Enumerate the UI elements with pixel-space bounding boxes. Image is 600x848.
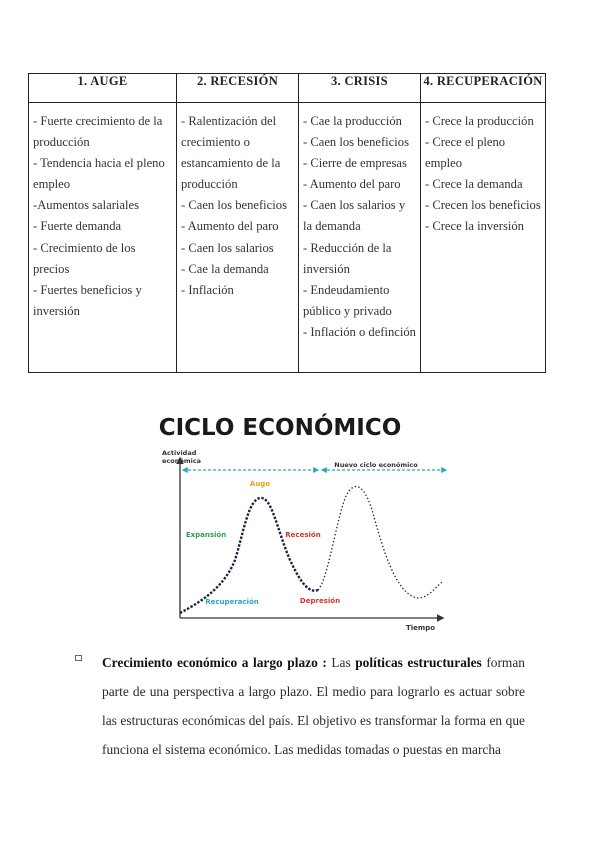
header-recesion: 2. RECESIÓN bbox=[177, 74, 299, 103]
list-item: - Reducción de la inversión bbox=[303, 240, 392, 276]
list-item: - Crece la inversión bbox=[425, 219, 524, 234]
paragraph-heading: Crecimiento económico a largo plazo : bbox=[102, 655, 327, 670]
paragraph-text bbox=[102, 648, 525, 764]
list-item: - Cae la producción bbox=[303, 114, 402, 128]
phase-label-auge: Auge bbox=[249, 480, 271, 488]
column-recesion bbox=[177, 103, 299, 373]
column-crisis bbox=[299, 103, 421, 373]
phase-label-recuperacion: Recuperación bbox=[205, 598, 259, 606]
header-auge: 1. AUGE bbox=[29, 74, 177, 103]
table-row bbox=[29, 103, 546, 373]
checkbox-bullet-icon bbox=[75, 655, 82, 661]
x-axis-label: Tiempo bbox=[406, 624, 436, 632]
list-item: - Fuerte demanda bbox=[33, 219, 122, 234]
column-auge bbox=[29, 103, 177, 373]
list-item: - Inflación o definción bbox=[303, 324, 416, 339]
y-axis-label-2: económica bbox=[162, 457, 202, 465]
table-header-row bbox=[29, 74, 546, 103]
y-axis-label: Actividad bbox=[162, 449, 197, 457]
header-recuperacion: 4. RECUPERACIÓN bbox=[421, 74, 546, 103]
header-crisis: 3. CRISIS bbox=[299, 74, 421, 103]
column-recuperacion bbox=[421, 103, 546, 373]
list-item: - Caen los salarios y la demanda bbox=[303, 198, 406, 234]
paragraph-text-intro: Las bbox=[326, 655, 356, 670]
cycle-curve-next bbox=[318, 487, 442, 598]
paragraph-body: forman parte de una perspectiva a largo plazo. El medio para lograrlo es actuar sobre las estructuras económicas del país. El objetivo es transformar la forma en que funciona el sistema económico. Las medidas tomadas o puestas en marcha bbox=[102, 655, 525, 757]
list-item: - Crece la demanda bbox=[425, 177, 523, 192]
phase-label-recesion: Recesión bbox=[285, 531, 321, 539]
list-item: - Aumento del paro bbox=[181, 219, 279, 234]
list-item: - Inflación bbox=[181, 282, 234, 297]
list-item: - Crecen los beneficios bbox=[425, 198, 541, 213]
list-item: - Crece el pleno empleo bbox=[425, 135, 506, 171]
economic-cycle-diagram bbox=[150, 400, 450, 635]
list-item: - Aumento del paro bbox=[303, 177, 401, 192]
list-item: - Caen los salarios bbox=[181, 240, 274, 255]
new-cycle-label: Nuevo ciclo económico bbox=[334, 461, 418, 469]
list-item: - Crece la producción bbox=[425, 114, 534, 128]
phase-label-depresion: Depresión bbox=[299, 597, 341, 605]
economic-cycle-phases-table bbox=[28, 73, 546, 373]
list-item: - Ralentización del crecimiento o estancamiento de la producción bbox=[181, 114, 281, 192]
list-item: - Crecimiento de los precios bbox=[33, 240, 136, 276]
list-item: - Endeudamiento público y privado bbox=[303, 282, 392, 318]
cycle-diagram-svg bbox=[150, 400, 450, 635]
list-item: - Caen los beneficios bbox=[303, 135, 409, 150]
long-term-growth-paragraph bbox=[75, 648, 525, 764]
list-item: - Fuerte crecimiento de la producción bbox=[33, 114, 163, 150]
phase-label-expansion: Expansión bbox=[185, 531, 227, 539]
diagram-title: CICLO ECONÓMICO bbox=[158, 415, 402, 441]
paragraph-bold-phrase: políticas estructurales bbox=[355, 655, 482, 670]
list-item: - Tendencia hacia el pleno empleo bbox=[33, 156, 165, 192]
list-item: -Aumentos salariales bbox=[33, 198, 139, 213]
list-item: - Fuertes beneficios y inversión bbox=[33, 282, 142, 318]
list-item: - Cae la demanda bbox=[181, 261, 269, 276]
list-item: - Cierre de empresas bbox=[303, 156, 407, 171]
list-item: - Caen los beneficios bbox=[181, 198, 287, 213]
